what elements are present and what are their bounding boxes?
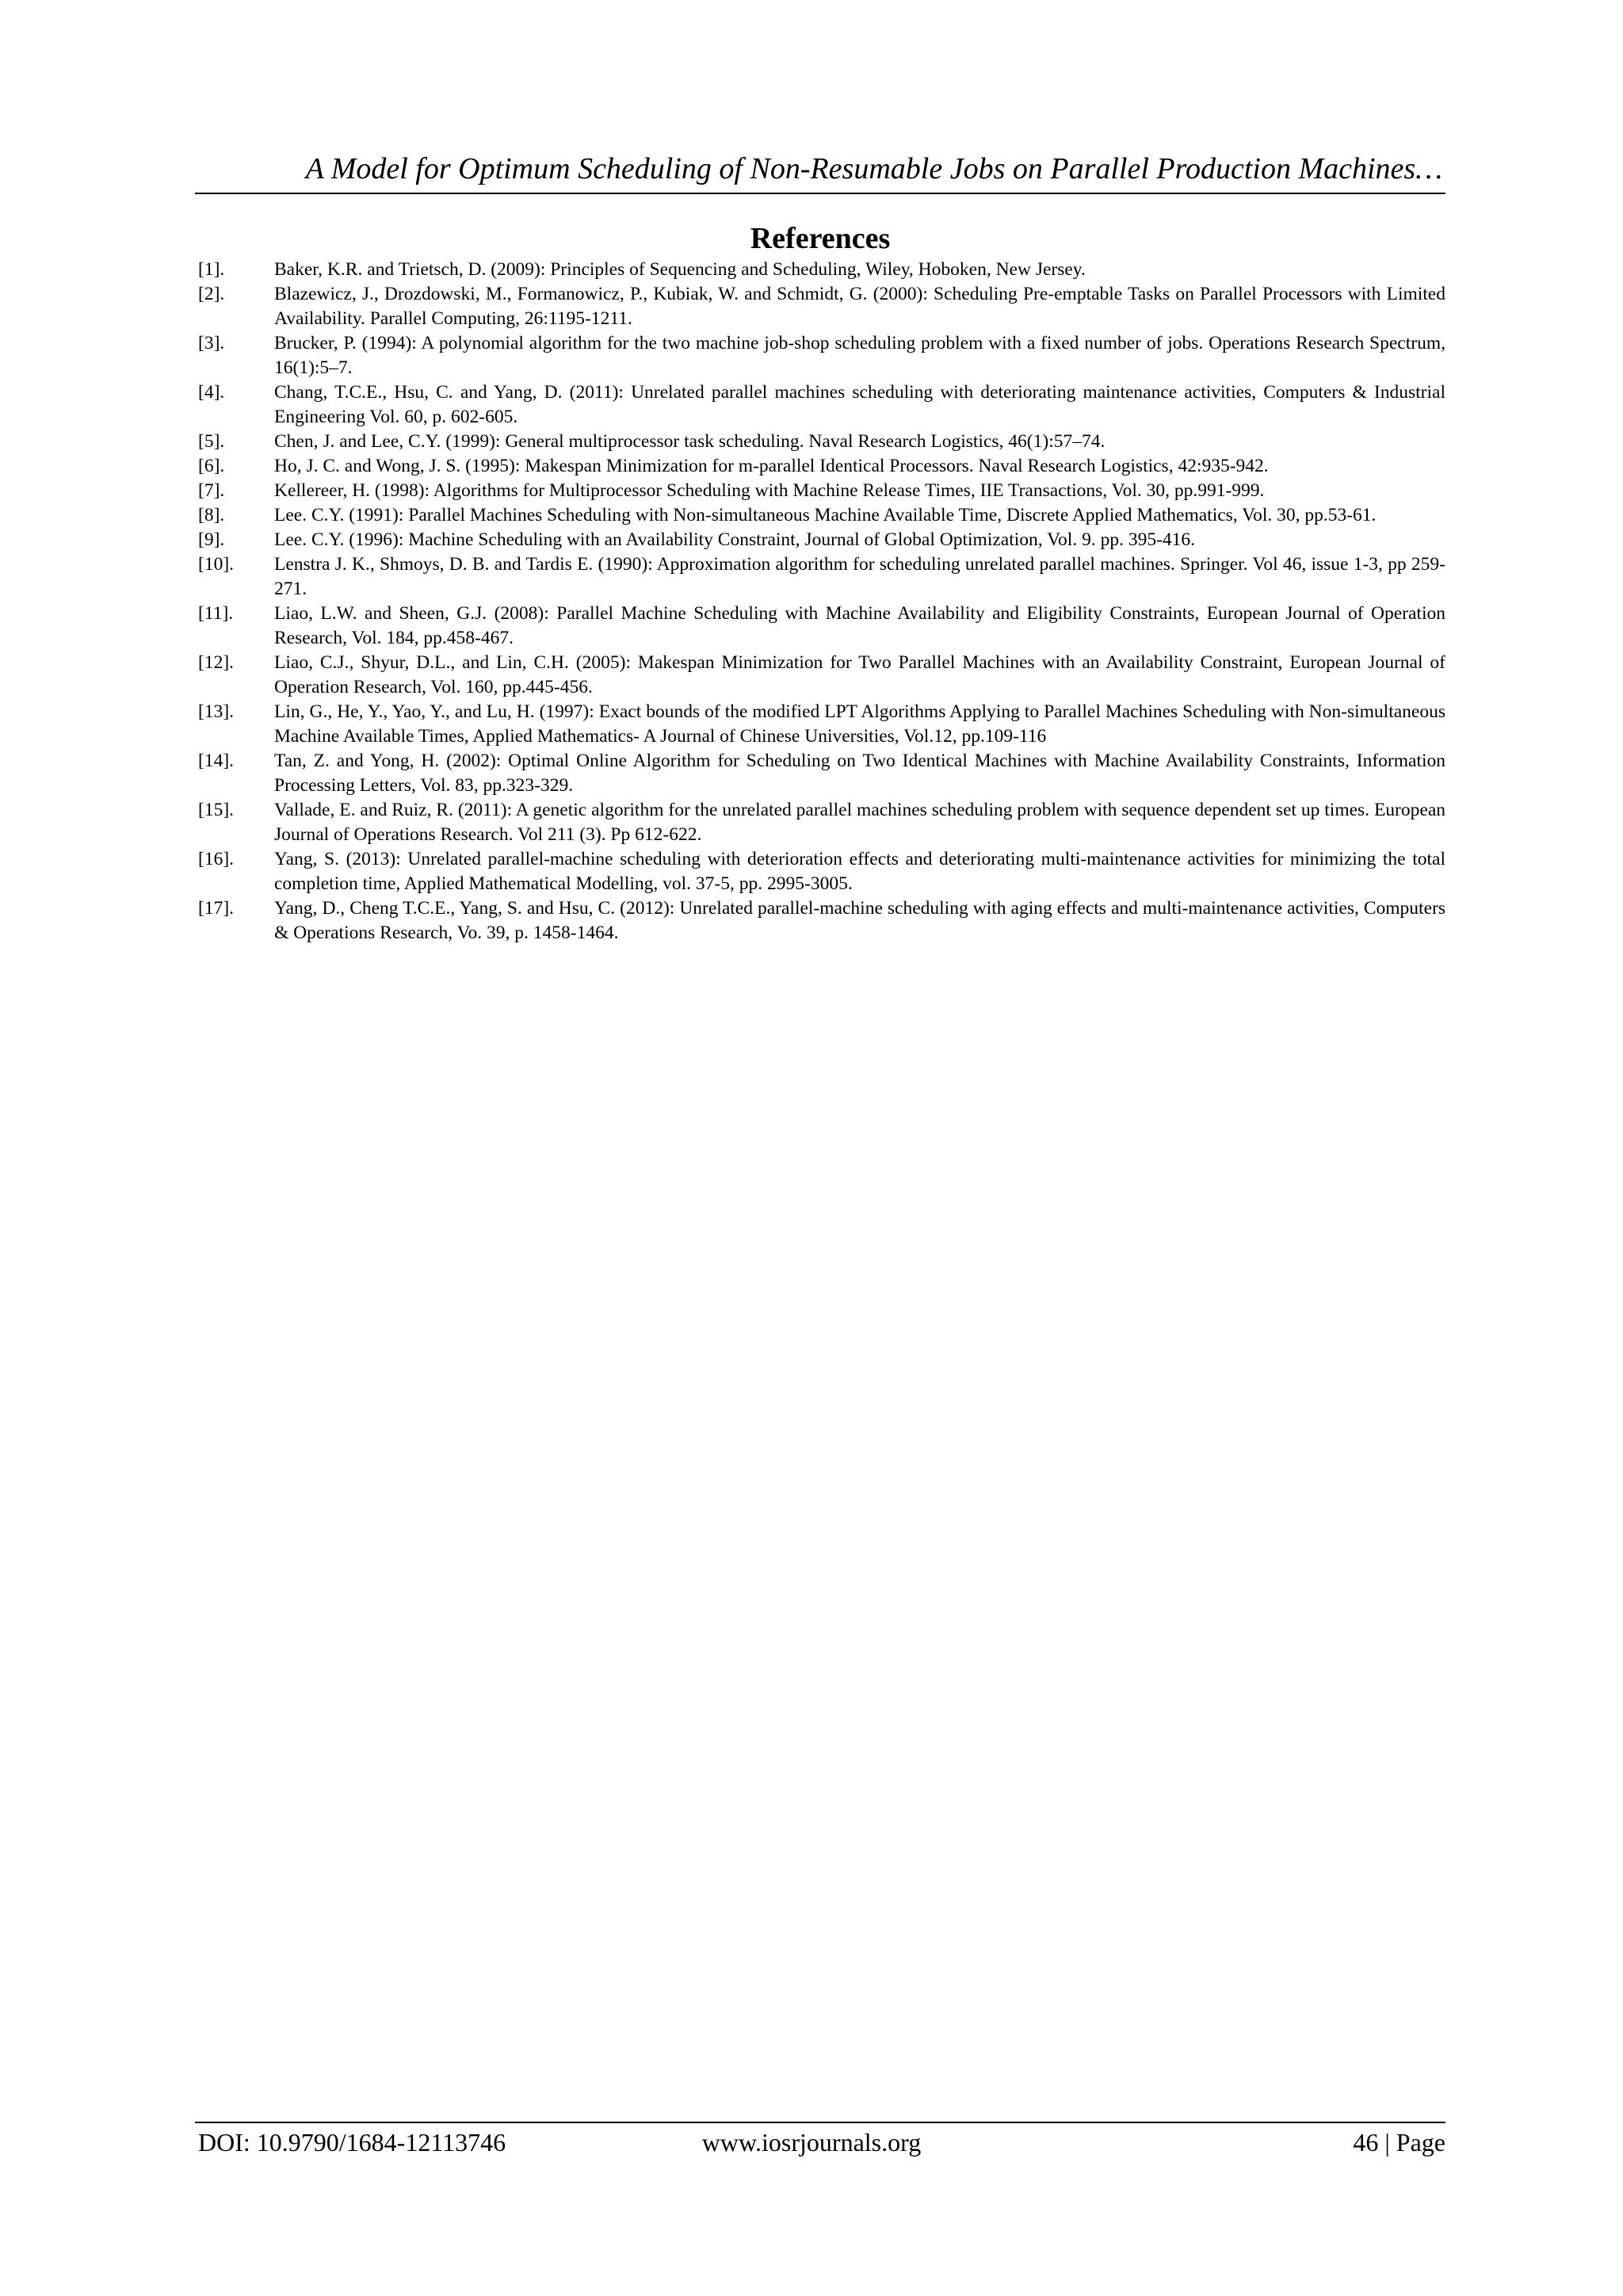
reference-text: Tan, Z. and Yong, H. (2002): Optimal Online Algorithm for Scheduling on Two Identical Machines with Machine Availability Constraints, Information Processing Letters, Vol. 83, pp.323-329. (274, 751, 1445, 796)
reference-number: [6]. (198, 456, 225, 476)
reference-text: Chang, T.C.E., Hsu, C. and Yang, D. (2011): Unrelated parallel machines scheduling with deteriorating maintenance activities, Computers & Industrial Engineering Vol. 60, p. 602-605. (274, 382, 1445, 427)
reference-number: [8]. (198, 505, 225, 525)
reference-item (198, 700, 1445, 749)
reference-item (198, 798, 1445, 847)
reference-text: Kellereer, H. (1998): Algorithms for Multiprocessor Scheduling with Machine Release Times, IIE Transactions, Vol. 30, pp.991-999. (274, 480, 1265, 501)
reference-list (198, 258, 1445, 946)
reference-text: Yang, S. (2013): Unrelated parallel-machine scheduling with deterioration effects and deteriorating multi-maintenance activities for minimizing the total completion time, Applied Mathematical Modelling, vol. 37-5, pp. 2995-3005. (274, 849, 1445, 894)
footer-divider (195, 2122, 1445, 2123)
reference-item (198, 651, 1445, 700)
reference-number: [3]. (198, 333, 225, 353)
footer-doi: DOI: 10.9790/1684-12113746 (198, 2128, 506, 2157)
reference-text: Blazewicz, J., Drozdowski, M., Formanowicz, P., Kubiak, W. and Schmidt, G. (2000): Scheduling Pre-emptable Tasks on Parallel Processors with Limited Availability. Parallel Computing, 26:1195-1211. (274, 284, 1445, 329)
reference-text: Liao, C.J., Shyur, D.L., and Lin, C.H. (2005): Makespan Minimization for Two Parallel Machines with an Availability Constraint, European Journal of Operation Research, Vol. 160, pp.445-456. (274, 652, 1445, 697)
reference-item (198, 258, 1445, 282)
header-divider (195, 193, 1445, 194)
reference-number: [5]. (198, 431, 225, 452)
reference-text: Chen, J. and Lee, C.Y. (1999): General multiprocessor task scheduling. Naval Research Logistics, 46(1):57–74. (274, 431, 1106, 452)
reference-item (198, 749, 1445, 798)
reference-number: [15]. (198, 800, 235, 820)
reference-number: [17]. (198, 898, 235, 919)
reference-item (198, 847, 1445, 896)
footer-journal-url: www.iosrjournals.org (701, 2128, 922, 2157)
reference-number: [13]. (198, 701, 235, 722)
reference-number: [11]. (198, 603, 234, 624)
running-header: A Model for Optimum Scheduling of Non-Resumable Jobs on Parallel Production Machines… (305, 152, 1442, 185)
reference-text: Vallade, E. and Ruiz, R. (2011): A genetic algorithm for the unrelated parallel machines scheduling problem with sequence dependent set up times. European Journal of Operations Research. Vol 211 (3). Pp 612-622. (274, 800, 1445, 845)
reference-text: Ho, J. C. and Wong, J. S. (1995): Makespan Minimization for m-parallel Identical Processors. Naval Research Logistics, 42:935-942. (274, 456, 1269, 476)
reference-item (198, 528, 1445, 552)
reference-text: Lee. C.Y. (1991): Parallel Machines Scheduling with Non-simultaneous Machine Available Time, Discrete Applied Mathematics, Vol. 30, pp.53-61. (274, 505, 1377, 525)
reference-item (198, 454, 1445, 479)
reference-number: [4]. (198, 382, 225, 403)
reference-text: Lee. C.Y. (1996): Machine Scheduling with an Availability Constraint, Journal of Global Optimization, Vol. 9. pp. 395-416. (274, 529, 1196, 550)
reference-text: Liao, L.W. and Sheen, G.J. (2008): Parallel Machine Scheduling with Machine Availability and Eligibility Constraints, European Journal of Operation Research, Vol. 184, pp.458-467. (274, 603, 1445, 648)
reference-number: [12]. (198, 652, 235, 673)
reference-text: Baker, K.R. and Trietsch, D. (2009): Principles of Sequencing and Scheduling, Wiley, Hoboken, New Jersey. (274, 259, 1086, 280)
reference-number: [14]. (198, 751, 235, 771)
reference-item (198, 479, 1445, 503)
references-heading: References (750, 222, 891, 255)
reference-item (198, 380, 1445, 430)
reference-item (198, 896, 1445, 946)
footer-page-number: 46 | Page (1353, 2128, 1445, 2157)
reference-item (198, 331, 1445, 380)
reference-item (198, 282, 1445, 331)
reference-text: Yang, D., Cheng T.C.E., Yang, S. and Hsu, C. (2012): Unrelated parallel-machine scheduling with aging effects and multi-maintenance activities, Computers & Operations Research, Vo. 39, p. 1458-1464. (274, 898, 1445, 943)
reference-text: Lin, G., He, Y., Yao, Y., and Lu, H. (1997): Exact bounds of the modified LPT Algorithms Applying to Parallel Machines Scheduling with Non-simultaneous Machine Available Times, Applied Mathematics- A Journal of Chinese Universities, Vol.12, pp.109-116 (274, 701, 1445, 747)
reference-number: [2]. (198, 284, 225, 304)
reference-number: [9]. (198, 529, 225, 550)
reference-number: [1]. (198, 259, 225, 280)
reference-item (198, 503, 1445, 528)
reference-number: [10]. (198, 554, 235, 575)
reference-item (198, 430, 1445, 454)
reference-text: Brucker, P. (1994): A polynomial algorithm for the two machine job-shop scheduling problem with a fixed number of jobs. Operations Research Spectrum, 16(1):5–7. (274, 333, 1445, 378)
reference-number: [7]. (198, 480, 225, 501)
reference-item (198, 602, 1445, 651)
reference-text: Lenstra J. K., Shmoys, D. B. and Tardis E. (1990): Approximation algorithm for scheduling unrelated parallel machines. Springer. Vol 46, issue 1-3, pp 259-271. (274, 554, 1445, 599)
reference-item (198, 552, 1445, 602)
reference-number: [16]. (198, 849, 235, 869)
